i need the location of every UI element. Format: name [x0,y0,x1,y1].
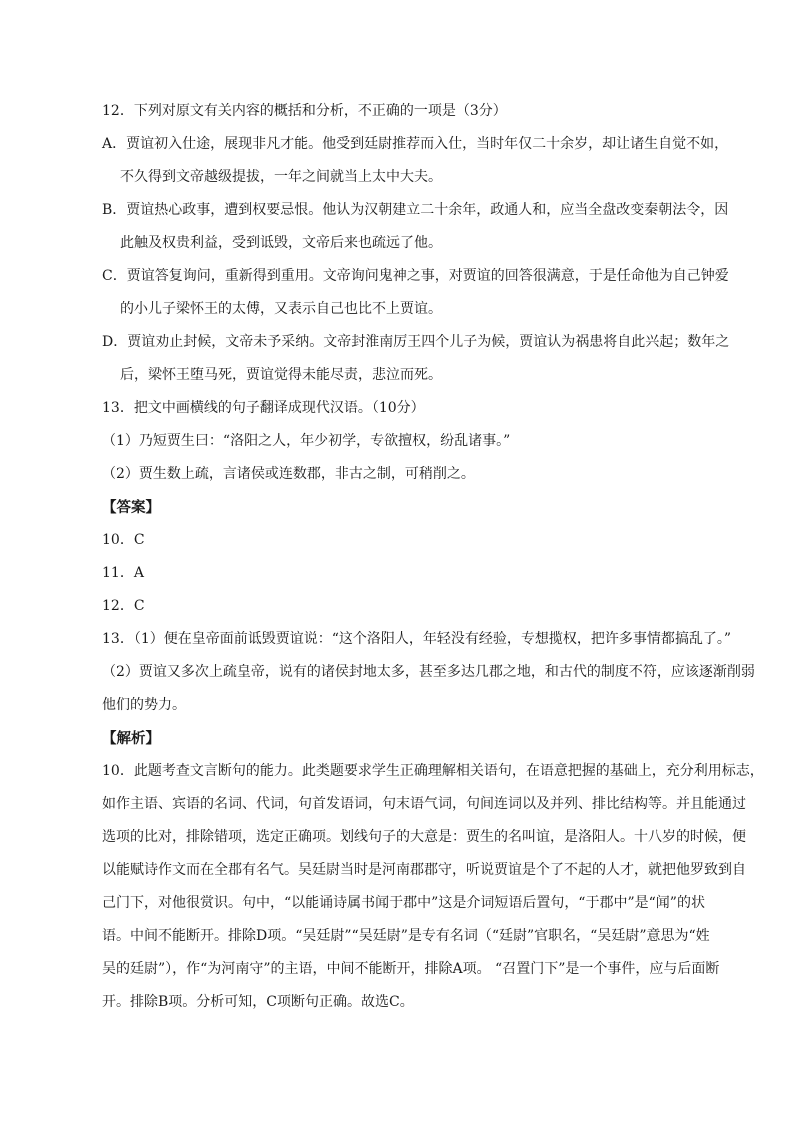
analysis-line: 语。中间不能断开。排除D项。“吴廷尉”“吴廷尉”是专有名词（“廷尉”官职名，“吴廷尉”意思为“姓 [102,928,710,944]
answer-line-13-2: （2）贾谊又多次上疏皇帝，说有的诸侯封地太多，甚至多达几郡之地，和古代的制度不符，应该逐渐削弱 [102,664,755,680]
option-d-line-2: 后，梁怀王堕马死，贾谊觉得未能尽责，悲泣而死。 [120,367,442,383]
option-c-line-2: 的小儿子梁怀王的太傅，又表示自己也比不上贾谊。 [120,301,442,317]
analysis-line: 开。排除B项。分析可知，C项断句正确。故选C。 [102,994,414,1010]
answer-line-13-3: 他们的势力。 [102,697,186,713]
option-b-line-1: B．贾谊热心政事，遭到权要忌恨。他认为汉朝建立二十余年，政通人和，应当全盘改变秦朝法令，因 [102,202,729,218]
answer-heading: 【答案】 [102,499,160,516]
option-b-line-2: 此触及权贵利益，受到诋毁，文帝后来也疏远了他。 [120,235,442,251]
question-13-item-1: （1）乃短贾生曰：“洛阳之人，年少初学，专欲擅权，纷乱诸事。” [102,433,511,449]
answer-line-12: 12．C [102,598,145,614]
analysis-line: 以能赋诗作文而在全郡有名气。吴廷尉当时是河南郡郡守，听说贾谊是个了不起的人才，就把他罗致到自 [102,862,746,878]
answer-line-10: 10．C [102,532,145,548]
option-d-line-1: D．贾谊劝止封候，文帝未予采纳。文帝封淮南厉王四个儿子为候，贾谊认为祸患将自此兴起；数年之 [102,334,730,350]
question-13-stem: 13．把文中画横线的句子翻译成现代汉语。（10分） [102,400,425,416]
analysis-line: 吴的廷尉”），作“为河南守”的主语，中间不能断开，排除A项。 “召置门下”是一个事件，应与后面断 [102,961,720,977]
option-a-line-2: 不久得到文帝越级提拔，一年之间就当上太中大夫。 [120,169,442,185]
analysis-line: 如作主语、宾语的名词、代词，句首发语词，句末语气词，句间连词以及并列、排比结构等。并且能通过 [102,796,746,812]
answer-line-11: 11．A [102,565,144,581]
question-12-stem: 12．下列对原文有关内容的概括和分析，不正确的一项是（3分） [102,103,507,119]
analysis-heading: 【解析】 [102,730,160,747]
question-13-item-2: （2）贾生数上疏，言诸侯或连数郡，非古之制，可稍削之。 [102,466,475,482]
option-c-line-1: C．贾谊答复询问，重新得到重用。文帝询问鬼神之事，对贾谊的回答很满意，于是任命他为自己钟爱 [102,268,729,284]
analysis-line: 己门下，对他很赏识。句中，“以能诵诗属书闻于郡中”这是介词短语后置句，“于郡中”是“闻”的状 [102,895,705,911]
option-a-line-1: A．贾谊初入仕途，展现非凡才能。他受到廷尉推荐而入仕，当时年仅二十余岁，却让诸生自觉不如， [102,136,729,152]
answer-line-13-1: 13．（1）便在皇帝面前诋毁贾谊说：“这个洛阳人，年轻没有经验，专想揽权，把许多事情都搞乱了。” [102,631,732,647]
analysis-line: 10．此题考查文言断句的能力。此类题要求学生正确理解相关语句，在语意把握的基础上，充分利用标志， [102,763,764,779]
analysis-line: 选项的比对，排除错项，选定正确项。划线句子的大意是：贾生的名叫谊，是洛阳人。十八岁的时候，便 [102,829,746,845]
